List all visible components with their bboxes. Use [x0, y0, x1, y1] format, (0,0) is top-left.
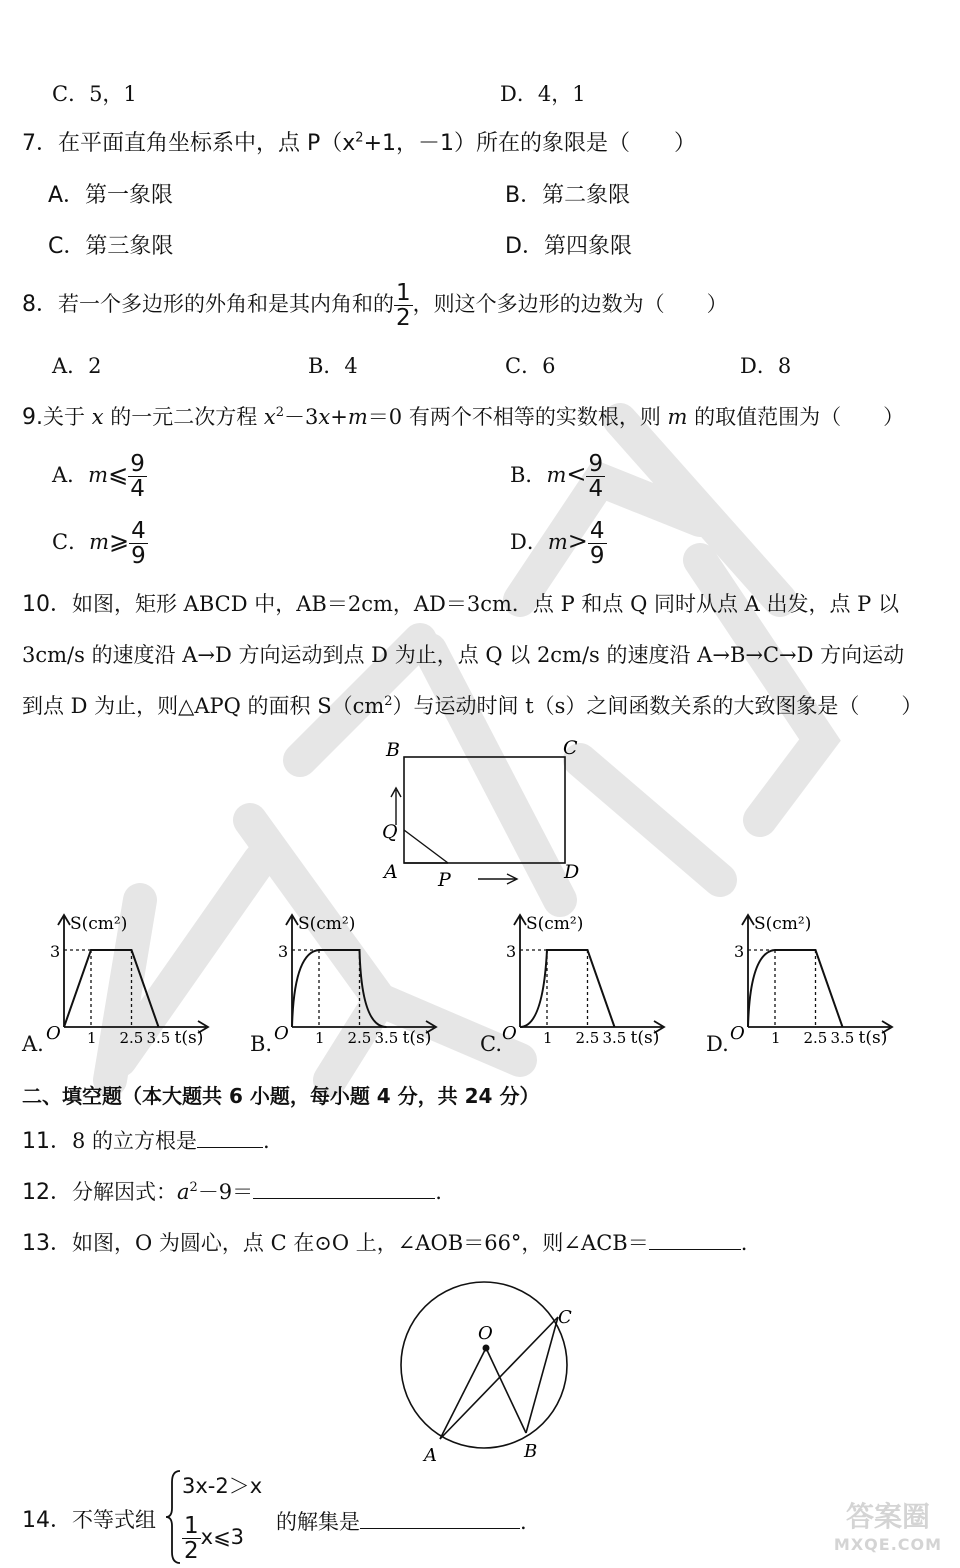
circle-o — [401, 1282, 567, 1448]
label-o: O — [478, 1323, 493, 1344]
q10-choice-label-b: B. — [250, 1032, 273, 1056]
q11-number: 11． — [22, 1129, 72, 1154]
q10-graph-d — [714, 905, 924, 1055]
q10-number: 10． — [22, 592, 72, 617]
s-axis-label: S(cm²) — [298, 914, 356, 934]
segment-pq — [404, 830, 448, 863]
q9-c-num: 4 — [131, 518, 146, 544]
q9-s3: －3 — [284, 405, 319, 429]
label-b: B — [524, 1441, 538, 1462]
q9-b-frac — [586, 452, 605, 501]
tick-3-5: 3.5 — [830, 1029, 855, 1047]
q10-choice-label-a: A. — [22, 1032, 44, 1056]
q10-line-3-sup: 2 — [384, 694, 393, 709]
tick-3-5: 3.5 — [146, 1029, 171, 1047]
q8-option-b: B．4 — [308, 354, 358, 378]
q10-choice-label-c: C. — [480, 1032, 502, 1056]
q10-line-2: 3cm/s 的速度沿 A→D 方向运动到点 D 为止，点 Q 以 2cm/s 的速度沿 A→B→C→D 方向运动 — [22, 643, 905, 667]
origin-label: O — [502, 1023, 517, 1044]
q14-tail — [276, 1506, 527, 1536]
q9-s1: 关于 — [43, 405, 85, 429]
label-b: B — [386, 739, 400, 761]
q10-line-3 — [22, 692, 922, 720]
function-curve — [748, 950, 843, 1027]
q9-option-a — [52, 448, 147, 504]
q14-ineq-2-text: x⩽3 — [200, 1525, 245, 1549]
s-axis-label: S(cm²) — [70, 914, 128, 934]
q14-fraction — [182, 1514, 201, 1563]
q14-left-brace — [164, 1468, 184, 1566]
q13-circle-figure — [390, 1275, 590, 1465]
q9-x3: x — [318, 405, 331, 429]
q9-a-sym: ⩽ — [108, 460, 129, 488]
tick-1: 1 — [315, 1029, 325, 1047]
label-q: Q — [382, 821, 398, 843]
tick-2-5: 2.5 — [575, 1029, 600, 1047]
q14-frac-den: 2 — [184, 1538, 199, 1564]
q8-option-c: C．6 — [505, 354, 556, 378]
q10-line-3a: 到点 D 为止，则△APQ 的面积 S（cm — [22, 694, 385, 718]
q10-line-1 — [22, 590, 899, 619]
q12-end: . — [435, 1180, 442, 1204]
q9-x: x — [91, 405, 104, 429]
q10-line-1-text: 如图，矩形 ABCD 中，AB＝2cm，AD＝3cm．点 P 和点 Q 同时从点 A 出发，点 P 以 — [72, 592, 899, 616]
tick-3-5: 3.5 — [374, 1029, 399, 1047]
q8-frac-num: 1 — [396, 280, 411, 306]
tick-2-5: 2.5 — [803, 1029, 828, 1047]
q14-end: . — [520, 1510, 527, 1534]
q14-ineq-1: 3x-2＞x — [182, 1474, 263, 1498]
label-c: C — [563, 737, 578, 759]
q9-a-label: A． — [52, 463, 89, 487]
q9-x2: x — [263, 405, 276, 429]
q9-d-label: D． — [510, 530, 548, 554]
tick-3: 3 — [278, 942, 289, 961]
q9-d-num: 4 — [589, 518, 605, 544]
q8-option-d: D．8 — [740, 354, 792, 378]
s-axis-label: S(cm²) — [526, 914, 584, 934]
q11 — [22, 1125, 270, 1156]
q9-b-label: B． — [510, 463, 547, 487]
tick-3: 3 — [50, 942, 61, 961]
q9-d-frac — [588, 519, 607, 568]
q7-option-b: B．第二象限 — [505, 183, 631, 208]
q13-text: 如图，O 为圆心，点 C 在⊙O 上，∠AOB＝66°，则∠ACB＝ — [72, 1231, 649, 1255]
q9-a-num: 9 — [130, 451, 145, 477]
q12-number: 12． — [22, 1180, 72, 1205]
function-curve — [520, 950, 615, 1027]
tick-3: 3 — [734, 942, 745, 961]
rectangle-abcd — [404, 757, 565, 863]
q8-fraction — [394, 281, 413, 330]
q7-option-d: D．第四象限 — [505, 234, 632, 259]
t-axis-label: t(s) — [402, 1028, 432, 1048]
label-a: A — [384, 861, 398, 883]
q9-c-den: 9 — [131, 543, 146, 569]
label-d: D — [564, 861, 580, 883]
q10-graph-c — [486, 905, 696, 1055]
q7-number: 7． — [22, 131, 58, 156]
q14-answer-blank[interactable] — [360, 1506, 520, 1529]
q9-a-den: 4 — [130, 476, 145, 502]
q7-option-a: A．第一象限 — [48, 183, 174, 208]
tick-2-5: 2.5 — [119, 1029, 144, 1047]
q8-option-a: A．2 — [52, 354, 102, 378]
q9-d-den: 9 — [589, 543, 605, 569]
q9-c-sym: ⩾ — [109, 527, 130, 555]
q9-d-sym: > — [567, 527, 588, 555]
q9-m2: m — [667, 405, 688, 429]
function-curve — [292, 950, 387, 1027]
q9-a-frac — [128, 452, 147, 501]
q9-s5: ＝0 有两个不相等的实数根，则 — [367, 405, 661, 429]
tick-1: 1 — [771, 1029, 781, 1047]
watermark-logo — [820, 1500, 956, 1564]
q12-text-b: －9＝ — [197, 1180, 254, 1204]
q9-sup: 2 — [275, 405, 285, 420]
q9-c-var: m — [89, 530, 109, 554]
q14-frac-num: 1 — [184, 1513, 199, 1539]
label-c: C — [558, 1307, 572, 1328]
t-axis-label: t(s) — [630, 1028, 660, 1048]
tick-1: 1 — [87, 1029, 97, 1047]
q8-stem — [22, 280, 728, 336]
q9-s2: 的一元二次方程 — [110, 405, 258, 429]
q9-m1: m — [347, 405, 368, 429]
q7-stem-a: 在平面直角坐标系中，点 P（x — [58, 131, 356, 156]
q9-option-b — [510, 448, 605, 504]
q9-option-c — [52, 515, 148, 571]
q6-option-d: D．4，1 — [500, 82, 586, 106]
t-axis-label: t(s) — [174, 1028, 204, 1048]
q10-choice-label-d: D. — [706, 1032, 729, 1056]
q10-graph-b — [258, 905, 468, 1055]
q12-answer-blank[interactable] — [253, 1176, 435, 1199]
function-curve — [64, 950, 159, 1027]
q9-s4: + — [330, 405, 348, 429]
section-2-title: 二、填空题（本大题共 6 小题，每小题 4 分，共 24 分） — [22, 1084, 540, 1108]
q14-text: 不等式组 — [72, 1508, 156, 1532]
q8-stem-a: 若一个多边形的外角和是其内角和的 — [58, 292, 394, 316]
q9-stem — [22, 403, 904, 432]
q8-number: 8． — [22, 292, 58, 317]
label-p: P — [438, 869, 451, 891]
t-axis-label: t(s) — [858, 1028, 888, 1048]
q11-end: . — [263, 1129, 270, 1153]
q9-b-num: 9 — [588, 451, 604, 477]
q9-s6: 的取值范围为（ ） — [694, 405, 905, 429]
q11-answer-blank[interactable] — [197, 1125, 263, 1148]
q12 — [22, 1176, 442, 1207]
origin-label: O — [274, 1023, 289, 1044]
q12-sup: 2 — [189, 1180, 198, 1195]
q7-sup: 2 — [355, 130, 364, 146]
q13-number: 13． — [22, 1231, 72, 1256]
q6-option-c: C．5，1 — [52, 82, 137, 106]
tick-3: 3 — [506, 942, 517, 961]
q12-a: a — [177, 1180, 190, 1204]
q10-line-3b: ）与运动时间 t（s）之间函数关系的大致图象是（ ） — [392, 694, 923, 718]
q9-b-den: 4 — [588, 476, 604, 502]
origin-label: O — [46, 1023, 61, 1044]
tick-2-5: 2.5 — [347, 1029, 372, 1047]
q13 — [22, 1227, 747, 1258]
label-a: A — [424, 1445, 437, 1465]
q7-stem-b: +1，－1）所在的象限是（ ） — [363, 131, 696, 156]
q9-a-var: m — [88, 463, 109, 487]
q14-number: 14． — [22, 1508, 72, 1533]
s-axis-label: S(cm²) — [754, 914, 812, 934]
q14-ineq-2 — [182, 1510, 244, 1566]
watermark-logo-text: 答案圈 — [845, 1500, 930, 1533]
watermark-logo-url: MXQE.COM — [833, 1535, 943, 1554]
q9-b-sym: < — [566, 460, 587, 488]
q13-end: . — [740, 1231, 748, 1255]
tick-1: 1 — [543, 1029, 553, 1047]
q12-text-a: 分解因式： — [72, 1180, 177, 1204]
q9-b-var: m — [546, 463, 567, 487]
q11-text: 8 的立方根是 — [72, 1129, 198, 1153]
q14-label — [22, 1506, 156, 1535]
q9-c-frac — [129, 519, 148, 568]
q7-option-c: C．第三象限 — [48, 234, 174, 259]
q9-number: 9. — [22, 405, 43, 430]
q7-stem — [22, 130, 696, 158]
q9-option-d — [510, 515, 607, 571]
q10-graph-a — [30, 905, 240, 1055]
q8-stem-b: ，则这个多边形的边数为（ ） — [412, 292, 728, 316]
q10-rectangle-figure — [370, 730, 600, 895]
q8-frac-den: 2 — [396, 305, 411, 331]
q9-d-var: m — [547, 530, 568, 554]
q13-answer-blank[interactable] — [649, 1227, 741, 1250]
tick-3-5: 3.5 — [602, 1029, 627, 1047]
origin-label: O — [730, 1023, 745, 1044]
q14-text-b: 的解集是 — [276, 1510, 360, 1534]
q9-c-label: C． — [52, 530, 90, 554]
